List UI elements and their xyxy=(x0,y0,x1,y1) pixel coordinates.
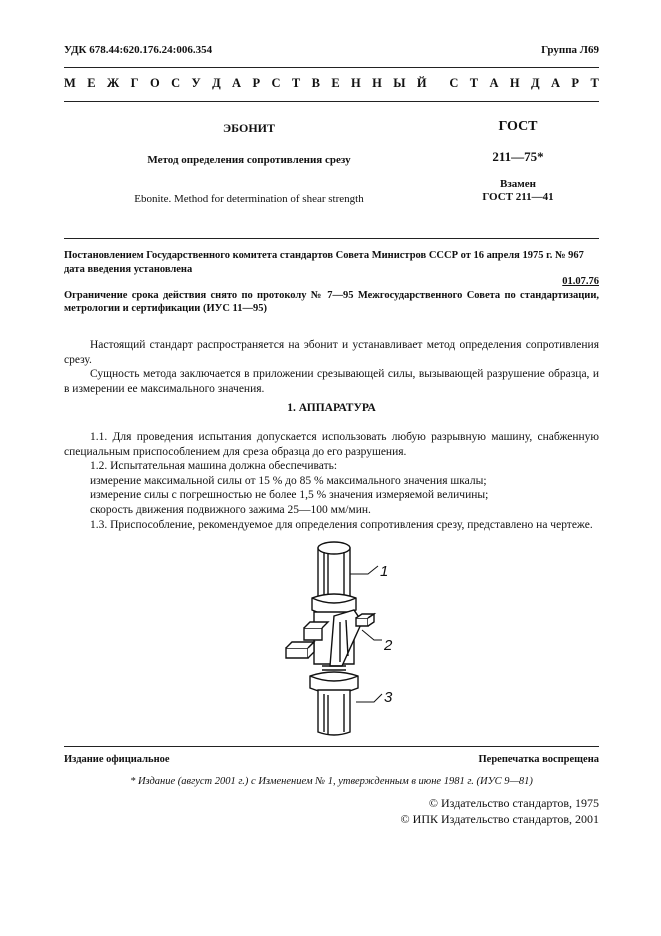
callout-label-1: 1 xyxy=(380,563,389,580)
banner-letter: Т xyxy=(291,76,301,90)
banner-letter: Н xyxy=(351,76,361,90)
title-rule xyxy=(64,238,599,239)
banner-letter: А xyxy=(551,76,561,90)
clause-1-3: 1.3. Приспособление, рекомендуемое для определения сопротивления срезу, представлено на чертеже. xyxy=(90,518,593,531)
right-clamp xyxy=(356,618,368,626)
shear-fixture-drawing xyxy=(270,536,400,740)
banner-letter: А xyxy=(489,76,499,90)
callout-label-3: 3 xyxy=(384,689,393,706)
banner-letter: С xyxy=(271,76,281,90)
footer-rule xyxy=(64,746,599,747)
banner-letter: М xyxy=(64,76,76,90)
edition-note: * Издание (август 2001 г.) с Изменением № 1, утвержденным в июне 1981 г. (ИУС 9—81) xyxy=(130,776,533,787)
intro-paragraph-1: Настоящий стандарт распространяется на эбонит и устанавливает метод определения сопротивления срезу. xyxy=(64,339,599,366)
replaces-number: ГОСТ 211—41 xyxy=(482,191,554,203)
copyright-2001: © ИПК Издательство стандартов, 2001 xyxy=(400,812,599,826)
leader-3 xyxy=(356,694,382,702)
banner-letter: Д xyxy=(212,76,221,90)
upper-rod-top xyxy=(318,542,350,554)
banner-letter: А xyxy=(232,76,242,90)
banner-letter: Е xyxy=(87,76,96,90)
official-edition-label: Издание официальное xyxy=(64,754,170,765)
intro-paragraph-2: Сущность метода заключается в приложении срезывающей силы, вызывающей разрушение образца, и в измерении ее максимального значения. xyxy=(64,368,599,395)
standard-type-banner xyxy=(64,76,599,91)
banner-letter: Р xyxy=(571,76,580,90)
banner-letter: Ы xyxy=(393,76,406,90)
clause-1-1: 1.1. Для проведения испытания допускается использовать любую разрывную машину, снабженную специальным приспособлением для среза образца до его разрушения. xyxy=(64,431,599,458)
decree-date-label: дата введения установлена xyxy=(64,264,193,275)
banner-letter: Г xyxy=(130,76,139,90)
banner-letter: Д xyxy=(531,76,540,90)
copyright-1975: © Издательство стандартов, 1975 xyxy=(428,796,599,810)
reprint-prohibited-label: Перепечатка воспрещена xyxy=(478,754,599,765)
upper-rod xyxy=(318,548,350,600)
clause-1-2: 1.2. Испытательная машина должна обеспечивать: xyxy=(90,460,338,473)
decree-line: Постановлением Государственного комитета стандартов Совета Министров СССР от 16 апреля 1975 г. № 967 xyxy=(64,250,584,261)
group-code: Группа Л69 xyxy=(541,44,599,56)
banner-letter: О xyxy=(149,76,160,90)
section-1-body xyxy=(64,430,599,532)
replaces-label: Взамен xyxy=(500,178,536,190)
banner-letter: Е xyxy=(331,76,340,90)
leader-2 xyxy=(362,630,382,640)
requirement-item-2: измерение силы с погрешностью не более 1,5 % значения измеряемой величины; xyxy=(90,489,489,502)
english-title: Ebonite. Method for determination of shear strength xyxy=(134,193,364,205)
banner-letter: С xyxy=(171,76,181,90)
document-title: ЭБОНИТ xyxy=(223,121,275,135)
intro-text xyxy=(64,338,599,396)
banner-letter: Н xyxy=(372,76,382,90)
restriction-note: Ограничение срока действия снято по протоколу № 7—95 Межгосударственного Совета по стандартизации, метрологии и сертификации (ИУС 11—95) xyxy=(64,290,599,315)
leader-1 xyxy=(350,566,378,574)
top-rule xyxy=(64,67,599,68)
requirement-item-1: измерение максимальной силы от 15 % до 85 % максимального значения шкалы; xyxy=(90,474,487,487)
requirement-item-3: скорость движения подвижного зажима 25—100 мм/мин. xyxy=(90,503,371,516)
specimen xyxy=(286,648,308,658)
udk-code: УДК 678.44:620.176.24:006.354 xyxy=(64,44,213,56)
gost-number: 211—75* xyxy=(492,149,544,164)
banner-letter: Р xyxy=(252,76,261,90)
document-subtitle: Метод определения сопротивления срезу xyxy=(147,154,351,166)
banner-letter: Т xyxy=(590,76,599,90)
banner-letter: У xyxy=(191,76,201,90)
effective-date: 01.07.76 xyxy=(562,276,599,287)
banner-letter: В xyxy=(311,76,320,90)
callout-label-2: 2 xyxy=(384,637,393,654)
banner-letter: Н xyxy=(509,76,520,90)
gost-label: ГОСТ xyxy=(498,119,538,134)
section-heading: 1. АППАРАТУРА xyxy=(287,402,376,414)
side-clamp xyxy=(304,628,322,640)
banner-rule xyxy=(64,101,599,102)
banner-letter: С xyxy=(449,76,459,90)
lower-rod xyxy=(318,690,350,735)
banner-letter: Т xyxy=(469,76,479,90)
banner-letter: Й xyxy=(416,76,427,90)
banner-letter: Ж xyxy=(106,76,120,90)
